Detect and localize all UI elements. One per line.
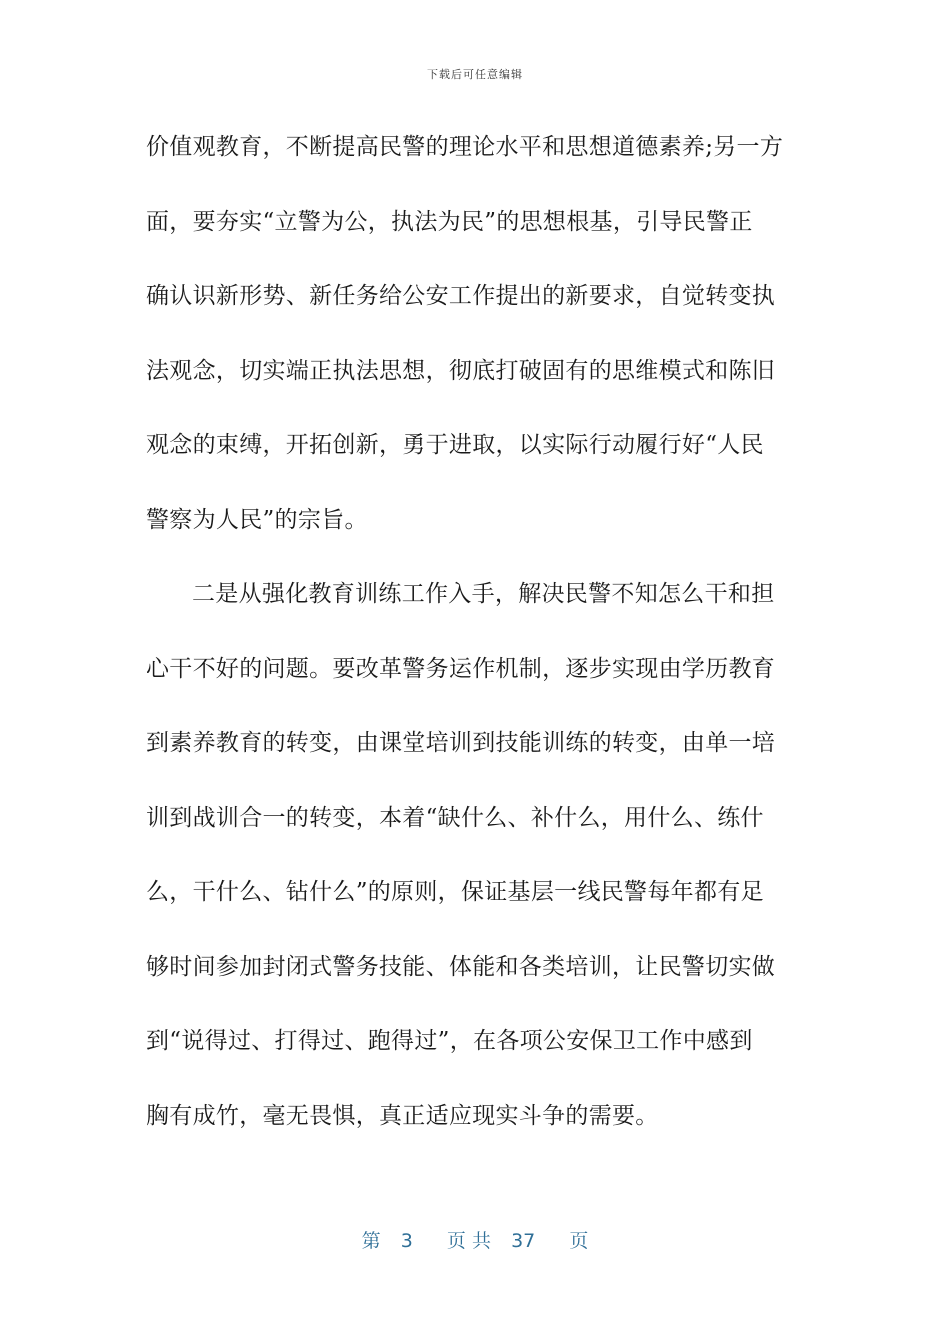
text-line: 法观念，切实端正执法思想，彻底打破固有的思维模式和陈旧 [146,357,776,384]
current-page-number: 3 [400,1230,413,1252]
text-line: 心干不好的问题。要改革警务运作机制，逐步实现由学历教育 [146,655,776,682]
page-header-note: 下载后可任意编辑 [427,68,523,81]
document-body [146,110,806,1153]
text-line: 够时间参加封闭式警务技能、体能和各类培训，让民警切实做 [146,953,776,980]
text-line: 警察为人民”的宗旨。 [146,506,368,533]
text-line: 观念的束缚，开拓创新，勇于进取，以实际行动履行好“人民 [146,432,764,458]
footer-middle: 页 共 [446,1230,491,1252]
text-line: 确认识新形势、新任务给公安工作提出的新要求，自觉转变执 [146,283,776,309]
text-line: 面，要夯实“立警为公，执法为民”的思想根基，引导民警正 [146,208,753,235]
total-page-count: 37 [511,1230,536,1252]
text-line: 训到战训合一的转变，本着“缺什么、补什么，用什么、练什 [146,804,764,831]
text-line: 到“说得过、打得过、跑得过”，在各项公安保卫工作中感到 [146,1028,753,1054]
text-line: 到素养教育的转变，由课堂培训到技能训练的转变，由单一培 [146,730,776,756]
text-line: 么，干什么、钻什么”的原则，保证基层一线民警每年都有足 [146,879,764,905]
text-line: 价值观教育，不断提高民警的理论水平和思想道德素养;另一方 [146,134,784,160]
footer-prefix: 第 [361,1230,381,1252]
paragraph-start-line: 二是从强化教育训练工作入手，解决民警不知怎么干和担 [192,581,775,607]
page-number-footer [0,1226,950,1253]
footer-suffix: 页 [569,1230,589,1252]
text-line: 胸有成竹，毫无畏惧，真正适应现实斗争的需要。 [146,1102,659,1129]
